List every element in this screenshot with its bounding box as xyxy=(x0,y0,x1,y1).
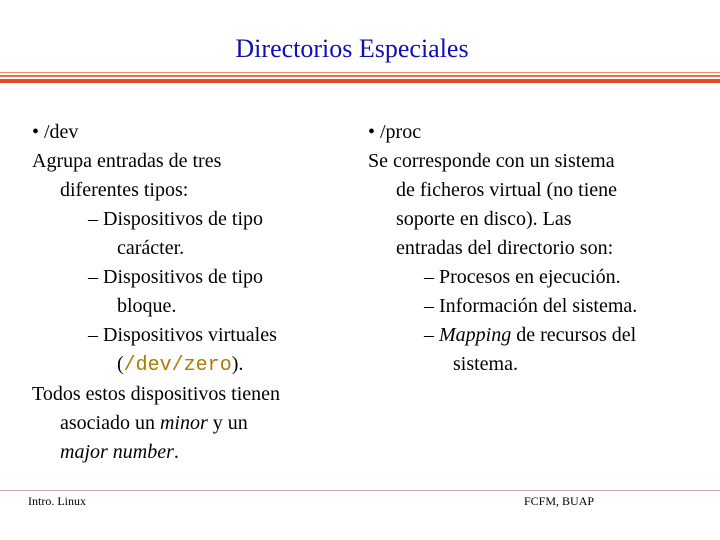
dev-summary-cont xyxy=(32,438,352,467)
dev-subitem-cont xyxy=(32,350,352,380)
major-number-term: major number xyxy=(60,441,174,463)
footer-divider xyxy=(0,490,720,491)
dev-text-line: Agrupa entradas de tres xyxy=(32,150,222,172)
proc-text-line: entradas del directorio son: xyxy=(396,237,614,259)
mapping-rest: de recursos del xyxy=(511,324,637,346)
footer-institution: FCFM, BUAP xyxy=(524,494,595,508)
proc-text-line: de ficheros virtual (no tiene xyxy=(396,179,618,201)
dev-summary: Todos estos dispositivos tienen xyxy=(32,383,281,405)
proc-subitem: – Procesos en ejecución. xyxy=(424,266,621,288)
footer-course: Intro. Linux xyxy=(28,494,86,508)
slide-title: Directorios Especiales xyxy=(235,34,469,63)
summary-text: asociado un xyxy=(60,412,160,434)
dev-subitem-cont: carácter. xyxy=(117,237,185,259)
paren-close: ). xyxy=(231,353,244,375)
dev-zero-code: /dev/zero xyxy=(123,354,232,377)
dev-summary-cont xyxy=(32,409,352,438)
dev-subitem: – Dispositivos de tipo xyxy=(88,266,264,288)
title-divider xyxy=(0,72,720,88)
proc-subitem: – Información del sistema. xyxy=(424,295,638,317)
proc-subitem xyxy=(368,321,708,350)
mapping-term: Mapping xyxy=(439,324,512,346)
dev-text-line: diferentes tipos: xyxy=(60,179,189,201)
minor-term: minor xyxy=(159,412,208,434)
right-column xyxy=(368,118,708,379)
proc-subitem-cont: sistema. xyxy=(453,353,518,375)
proc-text-line: Se corresponde con un sistema xyxy=(368,150,615,172)
summary-end: . xyxy=(173,441,179,463)
dev-subitem: – Dispositivos de tipo xyxy=(88,208,264,230)
proc-bullet: • /proc xyxy=(368,121,422,143)
proc-text-line: soporte en disco). Las xyxy=(396,208,572,230)
dev-subitem: – Dispositivos virtuales xyxy=(88,324,277,346)
paren-open: ( xyxy=(117,353,124,375)
mapping-dash: – xyxy=(424,324,439,346)
left-column xyxy=(32,118,352,467)
dev-bullet: • /dev xyxy=(32,121,79,143)
summary-text: y un xyxy=(207,412,248,434)
dev-subitem-cont: bloque. xyxy=(117,295,177,317)
